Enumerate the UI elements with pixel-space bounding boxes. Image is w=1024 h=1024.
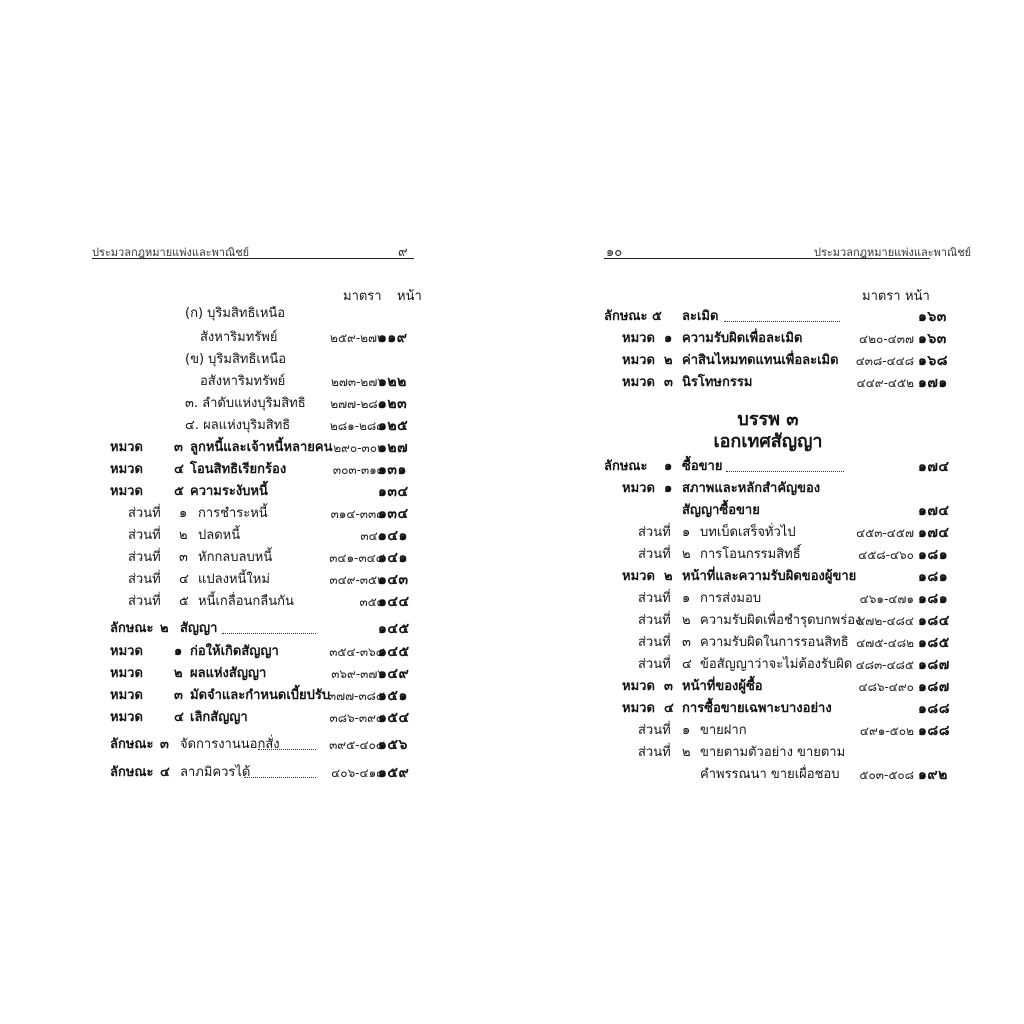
title-row: [0, 734, 512, 756]
title-number: ๒: [160, 621, 169, 636]
part-number: ๓: [179, 550, 188, 565]
chapter-page: ๑๗๑: [918, 375, 948, 391]
part-row: [0, 525, 512, 547]
item-page: ๑๒๕: [378, 418, 409, 434]
part-number: ๓: [682, 635, 691, 650]
chapter-number: ๓: [664, 375, 673, 390]
title-row: [0, 762, 512, 784]
column-header-page: หน้า: [905, 289, 930, 304]
chapter-row: [0, 663, 512, 685]
chapter-page: ๑๘๗: [918, 679, 950, 695]
header-rule: [604, 258, 930, 259]
title-number: ๓: [160, 737, 169, 752]
chapter-row: [512, 328, 1024, 350]
chapter-row: [0, 437, 512, 459]
part-row: [512, 522, 1024, 544]
chapter-title: นิรโทษกรรม: [682, 375, 753, 390]
part-page: ๑๘๕: [918, 635, 950, 651]
part-page: ๑๘๑: [918, 591, 949, 607]
part-row: [0, 569, 512, 591]
part-row: [0, 591, 512, 613]
dot-leader: [726, 456, 844, 472]
part-section: ๓๔๑-๓๔๘: [329, 551, 385, 565]
part-kind: ส่วนที่: [128, 594, 161, 609]
title-kind: ลักษณะ: [110, 737, 154, 752]
chapter-number: ๒: [664, 353, 673, 368]
part-number: ๑: [682, 591, 691, 606]
chapter-row: [0, 641, 512, 663]
chapter-section: ๔๓๘-๔๔๘: [855, 354, 914, 368]
chapter-page: ๑๖๓: [918, 331, 947, 347]
chapter-title: หน้าที่ของผู้ซื้อ: [682, 679, 763, 694]
list-item: [0, 415, 512, 437]
part-row: [512, 654, 1024, 676]
part-row: [0, 503, 512, 525]
chapter-number: ๑: [664, 331, 673, 346]
part-title: การชำระหนี้: [198, 506, 268, 521]
title-section: ๓๙๕-๔๐๕: [329, 738, 385, 752]
part-kind: ส่วนที่: [638, 745, 671, 760]
title-title: จัดการงานนอกสั่ง: [180, 737, 280, 752]
item-label: (ก) บุริมสิทธิเหนือ: [185, 306, 286, 321]
chapter-row: [0, 707, 512, 729]
part-kind: ส่วนที่: [638, 723, 671, 738]
chapter-kind: หมวด: [622, 701, 655, 716]
column-header-page: หน้า: [397, 289, 422, 304]
part-title: การส่งมอบ: [700, 591, 762, 606]
chapter-kind: หมวด: [110, 688, 143, 703]
chapter-section: ๒๙๐-๓๐๒: [333, 441, 385, 455]
part-kind: ส่วนที่: [128, 550, 161, 565]
chapter-number: ๒: [174, 666, 183, 681]
title-number: ๑: [664, 459, 673, 474]
part-page: ๑๔๓: [378, 572, 409, 588]
title-section: ๔๐๖-๔๑๙: [331, 766, 385, 780]
chapter-section: ๓๖๙-๓๗๖: [331, 667, 385, 681]
chapter-title: หน้าที่และความรับผิดของผู้ขาย: [682, 569, 857, 584]
part-section: ๓๑๔-๓๓๙: [330, 507, 385, 521]
title-kind: ลักษณะ: [110, 765, 154, 780]
item-page: ๑๑๙: [378, 330, 408, 346]
item-label: (ข) บุริมสิทธิเหนือ: [185, 352, 287, 367]
item-label: อสังหาริมทรัพย์: [200, 374, 286, 389]
chapter-page: ๑๒๗: [378, 440, 409, 456]
list-item: [0, 303, 512, 325]
part-section: ๔๙๑-๕๐๒: [859, 724, 914, 738]
list-item: [0, 349, 512, 371]
chapter-title: ผลแห่งสัญญา: [190, 666, 267, 681]
chapter-kind: หมวด: [622, 331, 655, 346]
chapter-section: ๓๗๗-๓๘๕: [327, 689, 385, 703]
list-item: [0, 371, 512, 393]
part-page: ๑๙๒: [918, 767, 948, 783]
title-page: ๑๖๓: [918, 309, 947, 325]
chapter-row: [512, 676, 1024, 698]
column-header-section: มาตรา: [862, 289, 901, 304]
part-row: [512, 544, 1024, 566]
chapter-kind: หมวด: [110, 710, 143, 725]
part-page: ๑๘๗: [918, 657, 950, 673]
chapter-title: การซื้อขายเฉพาะบางอย่าง: [682, 701, 832, 716]
chapter-row: [0, 481, 512, 503]
part-section: ๔๖๑-๔๗๑: [859, 592, 914, 606]
part-row-continued: [512, 764, 1024, 786]
title-row: [512, 306, 1024, 328]
chapter-kind: หมวด: [622, 679, 655, 694]
chapter-title: ค่าสินไหมทดแทนเพื่อละเมิด: [682, 353, 839, 368]
title-title: ละเมิด: [682, 309, 719, 324]
chapter-title: สภาพและหลักสำคัญของ: [682, 481, 821, 496]
chapter-page: ๑๘๑: [918, 569, 949, 585]
right-page: [512, 0, 1024, 1024]
chapter-page: ๑๕๔: [378, 710, 410, 726]
dot-leader: [258, 734, 316, 750]
chapter-section: ๓๐๓-๓๑๓: [332, 463, 385, 477]
running-header-title: ประมวลกฎหมายแพ่งและพาณิชย์: [92, 246, 250, 259]
item-label: ๓. ลำดับแห่งบุริมสิทธิ: [185, 396, 306, 411]
chapter-row: [512, 566, 1024, 588]
part-kind: ส่วนที่: [638, 525, 671, 540]
chapter-page: ๑๕๑: [378, 688, 408, 704]
chapter-number: ๓: [174, 688, 183, 703]
part-title: ข้อสัญญาว่าจะไม่ต้องรับผิด: [700, 657, 853, 672]
dot-leader: [244, 762, 316, 778]
item-label: ๔. ผลแห่งบุริมสิทธิ: [185, 418, 291, 433]
part-kind: ส่วนที่: [128, 528, 161, 543]
part-kind: ส่วนที่: [638, 657, 671, 672]
chapter-page: ๑๓๔: [378, 484, 409, 500]
part-kind: ส่วนที่: [128, 506, 161, 521]
chapter-number: ๔: [664, 701, 674, 716]
item-page: ๑๒๓: [378, 396, 408, 412]
chapter-number: ๔: [174, 462, 184, 477]
part-title: คำพรรณนา ขายเผื่อชอบ: [700, 767, 840, 782]
part-page: ๑๘๔: [918, 613, 950, 629]
part-title: การโอนกรรมสิทธิ์: [700, 547, 801, 562]
title-kind: ลักษณะ: [604, 309, 648, 324]
part-page: ๑๗๔: [918, 525, 950, 541]
part-title: บทเบ็ดเสร็จทั่วไป: [700, 525, 796, 540]
part-page: ๑๔๑: [378, 550, 408, 566]
chapter-kind: หมวด: [622, 375, 655, 390]
title-kind: ลักษณะ: [604, 459, 648, 474]
part-row: [512, 588, 1024, 610]
item-section: ๒๕๙-๒๗๒: [330, 331, 385, 345]
part-section: ๕๐๓-๕๐๘: [859, 768, 914, 782]
part-title: ปลดหนี้: [198, 528, 241, 543]
part-number: ๑: [179, 506, 188, 521]
part-page: ๑๘๘: [918, 723, 950, 739]
title-page: ๑๕๖: [378, 737, 408, 753]
chapter-number: ๑: [664, 481, 673, 496]
part-number: ๕: [179, 594, 189, 609]
item-page: ๑๒๒: [378, 374, 407, 390]
part-title: ขายฝาก: [700, 723, 747, 738]
part-row: [0, 547, 512, 569]
chapter-section: ๔๒๐-๔๓๗: [859, 332, 914, 346]
list-item: [0, 327, 512, 349]
part-page: ๑๓๔: [378, 506, 409, 522]
part-page: ๑๔๔: [378, 594, 410, 610]
chapter-kind: หมวด: [110, 440, 143, 455]
title-row: [512, 456, 1024, 478]
chapter-page: ๑๓๑: [378, 462, 407, 478]
chapter-section: ๓๕๔-๓๖๘: [329, 645, 385, 659]
part-number: ๑: [682, 723, 691, 738]
chapter-title: สัญญาซื้อขาย: [682, 503, 760, 518]
chapter-number: ๕: [174, 484, 184, 499]
chapter-row: [0, 459, 512, 481]
chapter-title: ก่อให้เกิดสัญญา: [190, 644, 279, 659]
part-section: ๓๔๙-๓๕๒: [329, 573, 385, 587]
part-number: ๒: [179, 528, 188, 543]
title-title: ซื้อขาย: [682, 459, 723, 474]
part-row: [512, 742, 1024, 764]
chapter-page: ๑๗๔: [918, 503, 950, 519]
title-title: สัญญา: [180, 621, 218, 636]
chapter-title: มัดจำและกำหนดเบี้ยปรับ: [190, 688, 331, 703]
chapter-page: ๑๔๕: [378, 644, 410, 660]
chapter-row: [512, 698, 1024, 720]
title-number: ๕: [652, 309, 662, 324]
chapter-kind: หมวด: [622, 353, 655, 368]
part-section: ๔๕๘-๔๖๐: [858, 548, 914, 562]
chapter-title: ความรับผิดเพื่อละเมิด: [682, 331, 803, 346]
part-number: ๑: [682, 525, 691, 540]
chapter-title: ลูกหนี้และเจ้าหนี้หลายคน: [190, 440, 333, 455]
chapter-section: ๔๔๙-๔๕๒: [856, 376, 914, 390]
page-number: ๑๐: [606, 245, 623, 260]
chapter-row: [0, 685, 512, 707]
chapter-kind: หมวด: [622, 569, 655, 584]
chapter-number: ๒: [664, 569, 673, 584]
chapter-kind: หมวด: [110, 666, 143, 681]
part-row: [512, 720, 1024, 742]
title-kind: ลักษณะ: [110, 621, 154, 636]
chapter-section: ๔๘๖-๔๙๐: [858, 680, 914, 694]
item-section: ๒๘๑-๒๘๙: [329, 419, 385, 433]
book-heading: บรรพ ๓: [737, 409, 799, 430]
chapter-row-continued: [512, 500, 1024, 522]
chapter-title: ความระงับหนี้: [190, 484, 268, 499]
chapter-kind: หมวด: [622, 481, 655, 496]
chapter-section: ๓๘๖-๓๙๔: [329, 711, 385, 725]
list-item: [0, 393, 512, 415]
part-section: ๓๕๓: [359, 595, 385, 609]
part-section: ๓๔๐: [360, 529, 385, 543]
item-label: สังหาริมทรัพย์: [200, 330, 278, 345]
part-kind: ส่วนที่: [638, 613, 671, 628]
part-kind: ส่วนที่: [638, 635, 671, 650]
title-page: ๑๔๕: [378, 621, 410, 637]
part-section: ๔๕๓-๔๕๗: [856, 526, 914, 540]
part-kind: ส่วนที่: [128, 572, 161, 587]
part-title: ความรับผิดเพื่อชำรุดบกพร่อง: [700, 613, 862, 628]
part-row: [512, 610, 1024, 632]
header-rule: [92, 258, 414, 259]
item-section: ๒๗๓-๒๗๖: [330, 375, 385, 389]
part-number: ๔: [682, 657, 692, 672]
running-header-title: ประมวลกฎหมายแพ่งและพาณิชย์: [814, 246, 972, 259]
page-number: ๙: [398, 245, 408, 260]
part-title: หนี้เกลื่อนกลืนกัน: [198, 594, 294, 609]
part-title: แปลงหนี้ใหม่: [198, 572, 270, 587]
part-page: ๑๘๑: [918, 547, 949, 563]
part-kind: ส่วนที่: [638, 591, 671, 606]
part-number: ๒: [682, 745, 691, 760]
book-title: เอกเทศสัญญา: [713, 431, 823, 452]
column-header-section: มาตรา: [343, 289, 382, 304]
chapter-number: ๓: [174, 440, 183, 455]
chapter-kind: หมวด: [110, 484, 143, 499]
chapter-page: ๑๖๘: [918, 353, 949, 369]
title-title: ลาภมิควรได้: [180, 765, 251, 780]
part-title: ขายตามตัวอย่าง ขายตาม: [700, 745, 846, 760]
title-page: ๑๗๔: [918, 459, 950, 475]
part-section: ๔๗๒-๔๘๔: [856, 614, 914, 628]
chapter-page: ๑๘๘: [918, 701, 950, 717]
part-row: [512, 632, 1024, 654]
chapter-number: ๓: [664, 679, 673, 694]
part-kind: ส่วนที่: [638, 547, 671, 562]
part-page: ๑๔๑: [378, 528, 408, 544]
part-section: ๔๗๕-๔๘๒: [856, 636, 914, 650]
chapter-title: โอนสิทธิเรียกร้อง: [190, 462, 287, 477]
part-number: ๔: [179, 572, 189, 587]
chapter-row: [512, 372, 1024, 394]
chapter-row: [512, 350, 1024, 372]
part-number: ๒: [682, 547, 691, 562]
title-page: ๑๕๙: [378, 765, 410, 781]
chapter-number: ๔: [174, 710, 184, 725]
part-title: หักกลบลบหนี้: [198, 550, 273, 565]
part-section: ๔๘๓-๔๘๕: [855, 658, 914, 672]
title-row: [0, 618, 512, 640]
chapter-number: ๑: [174, 644, 183, 659]
dot-leader: [724, 306, 840, 322]
chapter-kind: หมวด: [110, 462, 143, 477]
part-number: ๒: [682, 613, 691, 628]
dot-leader: [222, 618, 316, 634]
chapter-title: เลิกสัญญา: [190, 710, 248, 725]
chapter-kind: หมวด: [110, 644, 143, 659]
item-section: ๒๗๗-๒๘๐: [330, 397, 385, 411]
chapter-page: ๑๔๙: [378, 666, 410, 682]
part-title: ความรับผิดในการรอนสิทธิ: [700, 635, 849, 650]
chapter-row: [512, 478, 1024, 500]
title-number: ๔: [160, 765, 170, 780]
